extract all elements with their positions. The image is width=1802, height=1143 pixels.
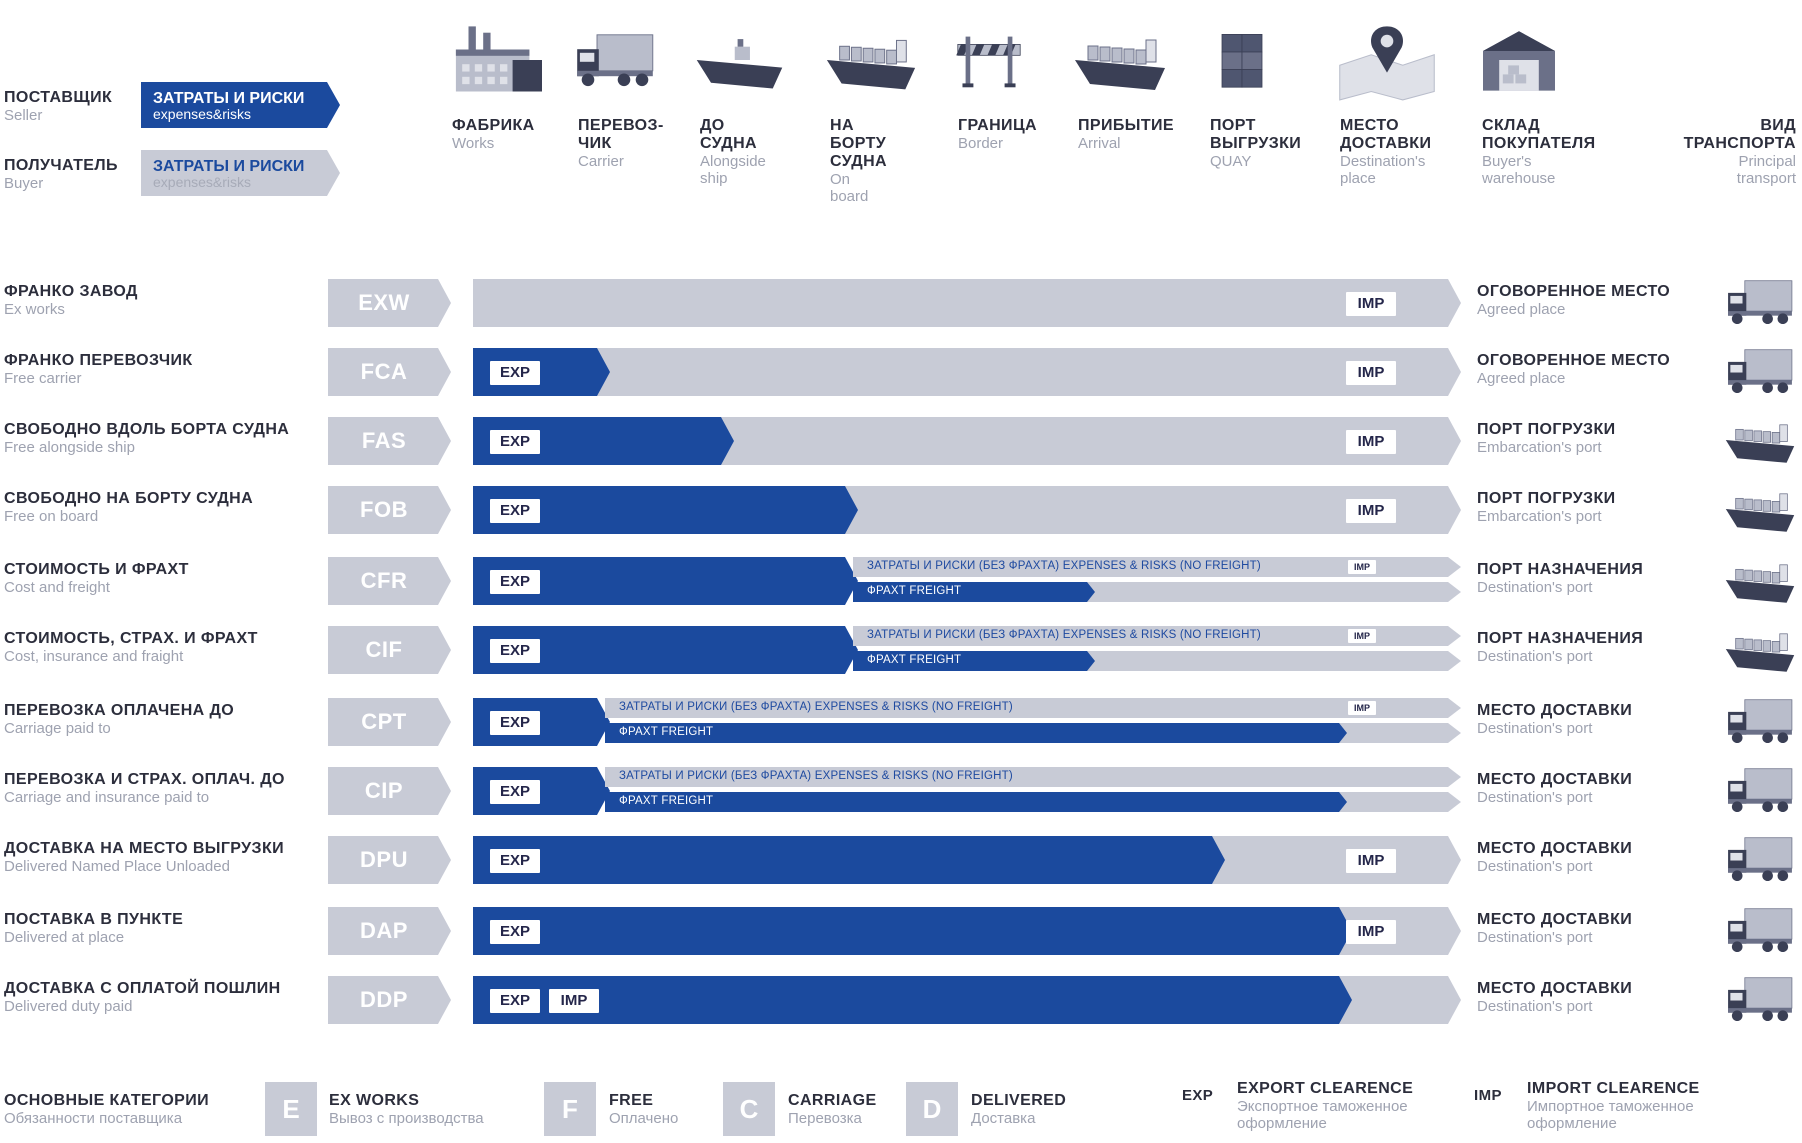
incoterm-row (0, 696, 1802, 756)
incoterm-row (0, 346, 1802, 406)
imp-badge: IMP (1346, 849, 1396, 873)
term-name (4, 421, 314, 456)
stage-label-ru: ФАБРИКА (452, 117, 535, 134)
destination-en: Destination's port (1477, 648, 1593, 665)
costs-no-freight-label: ЗАТРАТЫ И РИСКИ (БЕЗ ФРАХТА) EXPENSES & RISKS (NO FREIGHT) (619, 770, 1013, 782)
imp-badge-small: IMP (1348, 560, 1376, 574)
costs-no-freight-label: ЗАТРАТЫ И РИСКИ (БЕЗ ФРАХТА) EXPENSES & RISKS (NO FREIGHT) (619, 701, 1013, 713)
stage-label-en: Alongside ship (700, 153, 766, 187)
legend-box-c: C (723, 1082, 775, 1136)
seller-label-ru: ПОСТАВЩИК (4, 89, 113, 106)
term-name-en: Ex works (4, 301, 65, 318)
term-destination (1477, 421, 1697, 456)
ship-icon (1722, 618, 1798, 685)
term-destination (1477, 561, 1697, 596)
stage-label-ru: ГРАНИЦА (958, 117, 1037, 134)
legend-item-f (609, 1092, 678, 1127)
term-code: CFR (360, 568, 408, 593)
stage-label (1482, 117, 1596, 187)
transport-header-ru: ВИД ТРАНСПОРТА (1683, 117, 1796, 152)
costs-no-freight-label: ЗАТРАТЫ И РИСКИ (БЕЗ ФРАХТА) EXPENSES & RISKS (NO FREIGHT) (867, 629, 1261, 641)
stage-label (578, 117, 664, 170)
term-code: FCA (360, 359, 408, 384)
term-code-tag (328, 976, 452, 1024)
destination-ru: ПОРТ ПОГРУЗКИ (1477, 490, 1616, 507)
legend-c-ru: Перевозка (788, 1110, 862, 1127)
freight-label: ФРАХТ FREIGHT (867, 654, 962, 666)
term-name-en: Cost, insurance and fraight (4, 648, 184, 665)
term-destination (1477, 283, 1697, 318)
legend-imp-abbr: IMP (1474, 1087, 1502, 1104)
ship-icon (1722, 549, 1798, 616)
seller-label (4, 89, 112, 124)
stage-label (1340, 117, 1431, 187)
legend-e-en: EX WORKS (329, 1092, 420, 1109)
exp-badge: EXP (490, 361, 540, 385)
stage-label-en: Border (958, 135, 1004, 152)
legend-f-en: FREE (609, 1092, 654, 1109)
legend-exp-title: EXPORT CLEARENCE (1237, 1080, 1414, 1097)
term-name (4, 561, 314, 596)
costs-no-freight-label: ЗАТРАТЫ И РИСКИ (БЕЗ ФРАХТА) EXPENSES & RISKS (NO FREIGHT) (867, 560, 1261, 572)
term-code-tag (328, 486, 452, 534)
truck-icon (1722, 340, 1798, 407)
term-name-en: Free alongside ship (4, 439, 135, 456)
stage-label (830, 117, 887, 205)
destination-ru: ПОРТ НАЗНАЧЕНИЯ (1477, 630, 1644, 647)
destination-ru: МЕСТО ДОСТАВКИ (1477, 911, 1633, 928)
term-destination (1477, 840, 1697, 875)
freight-label: ФРАХТ FREIGHT (619, 726, 714, 738)
buyer-label-en: Buyer (4, 175, 44, 192)
incoterm-row (0, 624, 1802, 684)
imp-badge-small: IMP (1348, 629, 1376, 643)
destination-en: Destination's port (1477, 998, 1593, 1015)
destination-ru: МЕСТО ДОСТАВКИ (1477, 980, 1633, 997)
term-code-tag (328, 767, 452, 815)
legend-title-en: Обязанности поставщика (4, 1110, 183, 1127)
buyer-label-ru: ПОЛУЧАТЕЛЬ (4, 157, 118, 174)
stage-label-en: QUAY (1210, 153, 1252, 170)
destination-en: Destination's port (1477, 929, 1593, 946)
term-name-en: Free on board (4, 508, 99, 525)
term-destination (1477, 911, 1697, 946)
destination-en: Destination's port (1477, 858, 1593, 875)
term-destination (1477, 980, 1697, 1015)
term-name (4, 352, 314, 387)
term-name-en: Delivered Named Place Unloaded (4, 858, 230, 875)
legend-title-ru: ОСНОВНЫЕ КАТЕГОРИИ (4, 1092, 210, 1109)
legend-item-c (788, 1092, 877, 1127)
incoterm-row (0, 555, 1802, 615)
term-name (4, 911, 314, 946)
term-destination (1477, 352, 1697, 387)
stage-label (452, 117, 535, 152)
transport-header (1600, 117, 1796, 187)
seller-share-segment (473, 836, 1225, 884)
stage-label (958, 117, 1037, 152)
seller-pill-en: expenses&risks (153, 105, 252, 122)
map-pin-icon (1332, 18, 1442, 107)
legend-f-ru: Оплачено (609, 1110, 679, 1127)
incoterm-row (0, 834, 1802, 894)
legend-exp (1237, 1080, 1413, 1132)
legend-d-ru: Доставка (971, 1110, 1036, 1127)
term-destination (1477, 630, 1697, 665)
term-name-ru: ФРАНКО ЗАВОД (4, 283, 138, 300)
legend-box-f: F (544, 1082, 596, 1136)
stage-label-ru: ПОРТ ВЫГРУЗКИ (1210, 117, 1302, 152)
legend-item-d (971, 1092, 1066, 1127)
term-name (4, 283, 314, 318)
freight-label: ФРАХТ FREIGHT (619, 795, 714, 807)
term-name-ru: ФРАНКО ПЕРЕВОЗЧИК (4, 352, 193, 369)
term-name-en: Delivered at place (4, 929, 125, 946)
term-name-en: Carriage paid to (4, 720, 111, 737)
term-code-tag (328, 557, 452, 605)
stage-label-en: Destination's place (1340, 153, 1426, 187)
stage-label-en: Carrier (578, 153, 624, 170)
term-name-en: Free carrier (4, 370, 82, 387)
legend-item-e (329, 1092, 484, 1127)
stage-label-ru: МЕСТО ДОСТАВКИ (1340, 117, 1432, 152)
term-name-en: Carriage and insurance paid to (4, 789, 210, 806)
destination-ru: МЕСТО ДОСТАВКИ (1477, 840, 1633, 857)
exp-badge: EXP (490, 639, 540, 663)
term-name-ru: СВОБОДНО НА БОРТУ СУДНА (4, 490, 254, 507)
legend-box-d: D (906, 1082, 958, 1136)
destination-en: Destination's port (1477, 720, 1593, 737)
legend-imp-title: IMPORT CLEARENCE (1527, 1080, 1700, 1097)
buyer-share-segment (473, 279, 1461, 327)
term-name-ru: ПЕРЕВОЗКА И СТРАХ. ОПЛАЧ. ДО (4, 771, 285, 788)
term-code-tag (328, 907, 452, 955)
term-destination (1477, 702, 1697, 737)
imp-badge: IMP (1346, 292, 1396, 316)
term-code-tag (328, 626, 452, 674)
legend-exp-desc: Экспортное таможенное оформление (1237, 1098, 1408, 1132)
ship-icon (1722, 409, 1798, 476)
incoterm-row (0, 415, 1802, 475)
exp-badge: EXP (490, 499, 540, 523)
stage-label-ru: СКЛАД ПОКУПАТЕЛЯ (1482, 117, 1596, 152)
imp-badge: IMP (1346, 430, 1396, 454)
term-code-tag (328, 348, 452, 396)
stage-label-ru: ПЕРЕВОЗ- ЧИК (578, 117, 664, 152)
term-name-en: Cost and freight (4, 579, 110, 596)
truck-icon (1722, 968, 1798, 1035)
buyer-pill-ru: ЗАТРАТЫ И РИСКИ (153, 157, 305, 175)
factory-icon (444, 18, 556, 107)
term-code: CPT (361, 709, 407, 734)
transport-header-en: Principal transport (1736, 153, 1796, 187)
destination-ru: ПОРТ НАЗНАЧЕНИЯ (1477, 561, 1644, 578)
term-name (4, 771, 314, 806)
truck-icon (1722, 759, 1798, 826)
buyer-share-segment (473, 348, 1461, 396)
incoterm-row (0, 905, 1802, 965)
term-destination (1477, 771, 1697, 806)
legend-exp-abbr: EXP (1182, 1087, 1214, 1104)
imp-badge: IMP (1346, 920, 1396, 944)
stage-label-ru: ПРИБЫТИЕ (1078, 117, 1174, 134)
term-name-en: Delivered duty paid (4, 998, 133, 1015)
freight-segment (605, 723, 1347, 743)
term-code-tag (328, 279, 452, 327)
term-code: FOB (360, 497, 408, 522)
destination-en: Agreed place (1477, 301, 1566, 318)
stage-label-en: Works (452, 135, 495, 152)
destination-en: Destination's port (1477, 579, 1593, 596)
truck-icon (570, 18, 660, 107)
term-name-ru: СВОБОДНО ВДОЛЬ БОРТА СУДНА (4, 421, 290, 438)
stage-label-en: Arrival (1078, 135, 1121, 152)
stage-label-en: On board (830, 171, 869, 205)
seller-label-en: Seller (4, 107, 43, 124)
stage-label (1210, 117, 1301, 170)
term-code-tag (328, 836, 452, 884)
containers-icon (1202, 18, 1282, 107)
term-name (4, 840, 314, 875)
incoterm-row (0, 484, 1802, 544)
warehouse-icon (1474, 18, 1564, 107)
term-name-ru: ПЕРЕВОЗКА ОПЛАЧЕНА ДО (4, 702, 235, 719)
destination-en: Embarcation's port (1477, 439, 1602, 456)
destination-ru: ОГОВОРЕННОЕ МЕСТО (1477, 283, 1671, 300)
exp-badge: EXP (490, 570, 540, 594)
freight-label: ФРАХТ FREIGHT (867, 585, 962, 597)
destination-ru: ПОРТ ПОГРУЗКИ (1477, 421, 1616, 438)
buyer-legend-pill (141, 150, 341, 196)
seller-legend-pill (141, 82, 341, 128)
stage-label (1078, 117, 1174, 152)
destination-en: Agreed place (1477, 370, 1566, 387)
truck-icon (1722, 271, 1798, 338)
truck-icon (1722, 828, 1798, 895)
destination-ru: МЕСТО ДОСТАВКИ (1477, 771, 1633, 788)
destination-en: Destination's port (1477, 789, 1593, 806)
exp-badge: EXP (490, 711, 540, 735)
legend-d-en: DELIVERED (971, 1092, 1067, 1109)
incoterm-row (0, 277, 1802, 337)
truck-icon (1722, 690, 1798, 757)
term-destination (1477, 490, 1697, 525)
freight-segment (605, 792, 1347, 812)
stage-label-en: Buyer's warehouse (1482, 153, 1556, 187)
exp-badge: EXP (490, 780, 540, 804)
legend-imp (1527, 1080, 1700, 1132)
buyer-label (4, 157, 118, 192)
legend-title (4, 1092, 209, 1127)
term-name (4, 490, 314, 525)
exp-badge: EXP (490, 989, 540, 1013)
exp-badge: EXP (490, 430, 540, 454)
buyer-pill-en: expenses&risks (153, 173, 252, 190)
imp-badge-small: IMP (1348, 701, 1376, 715)
term-name (4, 630, 314, 665)
imp-badge: IMP (1346, 499, 1396, 523)
seller-share-segment (473, 907, 1352, 955)
legend-c-en: CARRIAGE (788, 1092, 877, 1109)
term-code-tag (328, 417, 452, 465)
term-code: DPU (360, 847, 408, 872)
term-name (4, 980, 314, 1015)
destination-en: Embarcation's port (1477, 508, 1602, 525)
legend-box-e: E (265, 1082, 317, 1136)
term-code-tag (328, 698, 452, 746)
term-code: EXW (358, 290, 410, 315)
exp-badge: EXP (490, 920, 540, 944)
imp-badge: IMP (549, 989, 599, 1013)
stage-label (700, 117, 766, 187)
ship-icon (1722, 478, 1798, 545)
term-name (4, 702, 314, 737)
term-name-ru: СТОИМОСТЬ, СТРАХ. И ФРАХТ (4, 630, 258, 647)
term-code: DAP (360, 918, 408, 943)
term-name-ru: СТОИМОСТЬ И ФРАХТ (4, 561, 189, 578)
term-code: CIF (365, 637, 403, 662)
incoterm-row (0, 765, 1802, 825)
loaded-ship-icon (1070, 18, 1170, 107)
loaded-ship-icon (822, 18, 920, 107)
ship-icon (692, 18, 787, 107)
destination-ru: ОГОВОРЕННОЕ МЕСТО (1477, 352, 1671, 369)
stage-label-ru: ДО СУДНА (700, 117, 757, 152)
exp-badge: EXP (490, 849, 540, 873)
legend-imp-desc: Импортное таможенное оформление (1527, 1098, 1694, 1132)
term-code: FAS (361, 428, 407, 453)
term-name-ru: ДОСТАВКА НА МЕСТО ВЫГРУЗКИ (4, 840, 285, 857)
stage-label-ru: НА БОРТУ СУДНА (830, 117, 887, 170)
term-name-ru: ДОСТАВКА С ОПЛАТОЙ ПОШЛИН (4, 980, 281, 997)
incoterm-row (0, 974, 1802, 1034)
truck-icon (1722, 899, 1798, 966)
seller-share-segment (473, 976, 1352, 1024)
seller-pill-ru: ЗАТРАТЫ И РИСКИ (153, 89, 305, 107)
legend-e-ru: Вывоз с производства (329, 1110, 484, 1127)
destination-ru: МЕСТО ДОСТАВКИ (1477, 702, 1633, 719)
term-code: CIP (364, 778, 404, 803)
term-name-ru: ПОСТАВКА В ПУНКТЕ (4, 911, 184, 928)
imp-badge: IMP (1346, 361, 1396, 385)
barrier-icon (950, 18, 1028, 107)
term-code: DDP (360, 987, 408, 1012)
